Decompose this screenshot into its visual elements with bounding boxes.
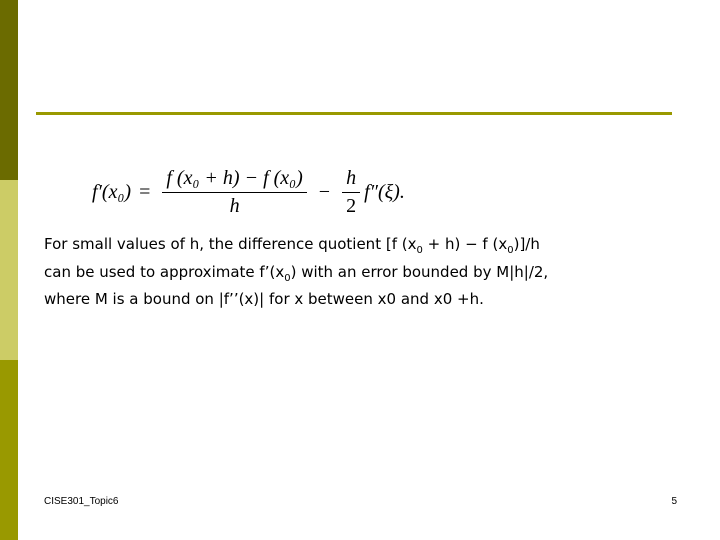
formula-fraction-2-denominator: 2 bbox=[342, 192, 360, 218]
formula-lhs: f′(x₀) bbox=[92, 180, 132, 203]
line2-part-b: ) with an error bounded by M|h|/2, bbox=[290, 262, 549, 281]
line1-subscript-1: 0 bbox=[416, 245, 423, 256]
sidebar-middle-band bbox=[0, 180, 18, 360]
sidebar-top-band bbox=[0, 0, 18, 180]
line2-subscript: 0 bbox=[284, 272, 291, 284]
formula-fraction-2-numerator: h bbox=[346, 166, 357, 189]
line2-part-a: can be used to approximate f’(x bbox=[44, 262, 285, 281]
footer-page-number: 5 bbox=[671, 496, 677, 507]
line1-part-a: For small values of h, the difference quotient [f (x bbox=[44, 235, 417, 253]
line3: where M is a bound on |f’’(x)| for x between x0 and x0 +h. bbox=[44, 290, 484, 308]
formula-fraction-1-denominator: h bbox=[162, 192, 306, 218]
formula-fraction-1 bbox=[164, 167, 304, 218]
formula-minus: − bbox=[318, 180, 331, 203]
formula-tail: f″(ξ). bbox=[364, 180, 405, 203]
title-rule bbox=[36, 112, 672, 115]
line1-subscript-2: 0 bbox=[507, 245, 514, 256]
footer-course-label: CISE301_Topic6 bbox=[44, 496, 119, 507]
line1-part-b: + h) − f (x bbox=[422, 235, 508, 253]
difference-formula bbox=[92, 160, 405, 224]
sidebar-bottom-band bbox=[0, 360, 18, 540]
line1-part-c: )]/h bbox=[513, 235, 540, 253]
formula-fraction-1-numerator: f (x₀ + h) − f (x₀) bbox=[166, 166, 303, 189]
explanation-paragraph bbox=[44, 234, 684, 311]
formula-equals: = bbox=[139, 180, 151, 203]
formula-fraction-2 bbox=[344, 167, 358, 218]
